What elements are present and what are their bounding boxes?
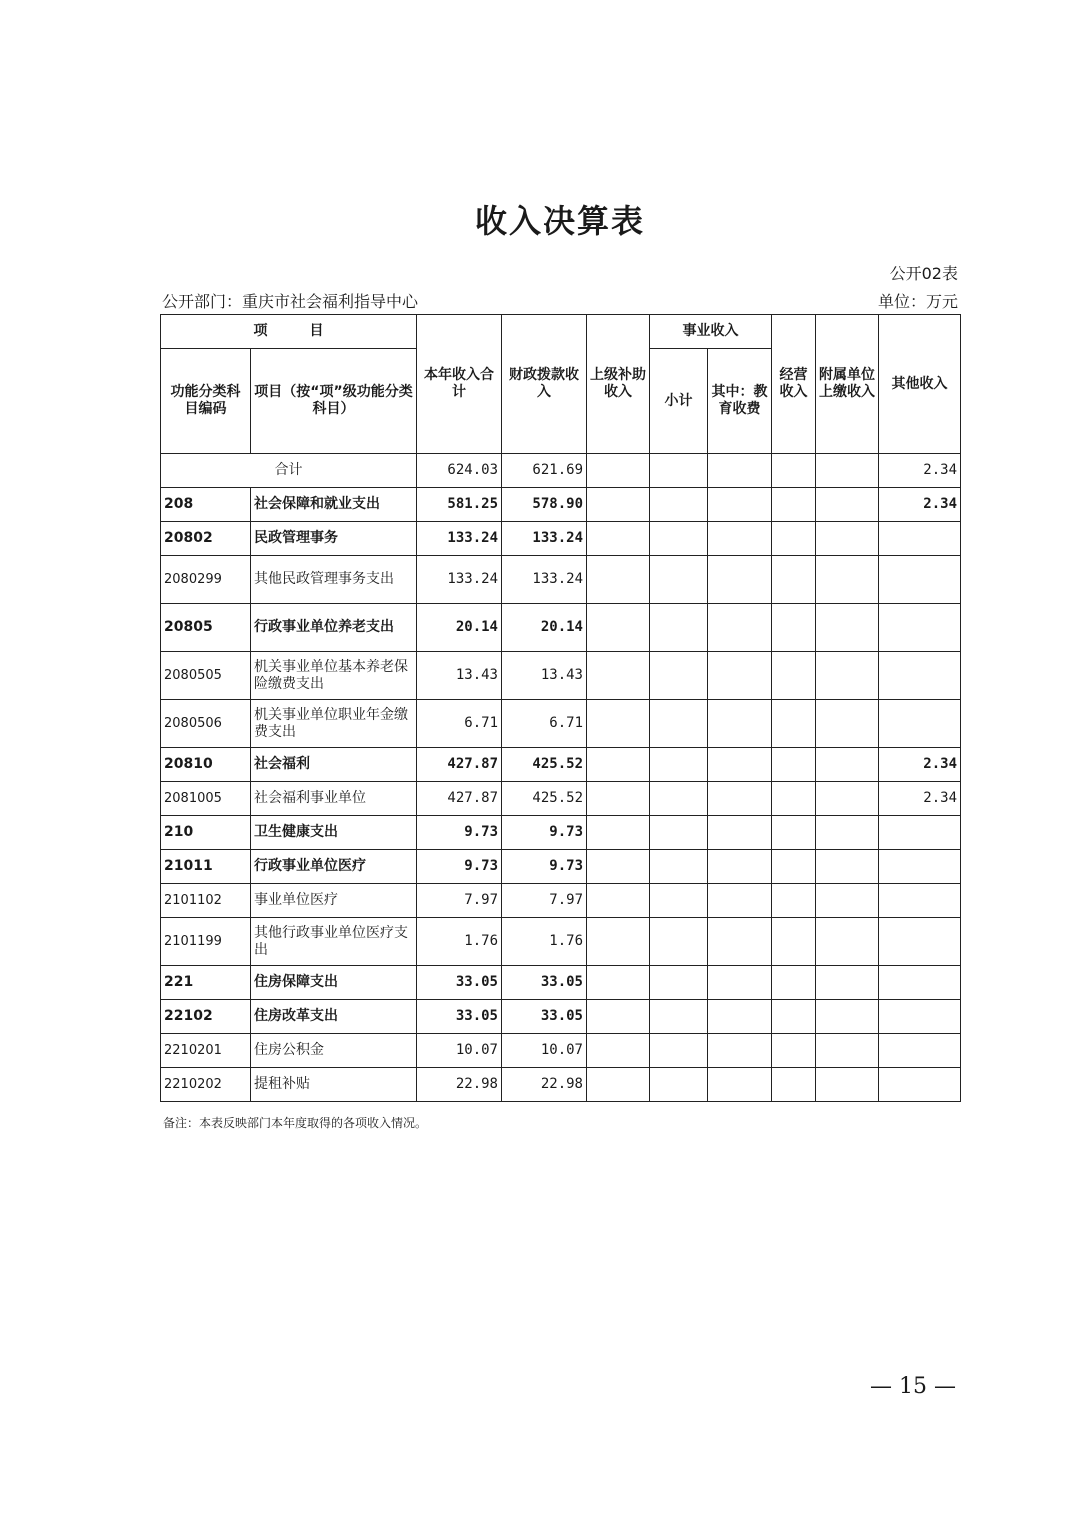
table-row [161,700,961,748]
row-name: 提租补贴 [251,1068,417,1102]
row-fiscal: 133.24 [502,556,587,604]
row-operating [772,700,816,748]
row-subtotal [650,1034,708,1068]
row-total: 9.73 [417,816,502,850]
row-affiliated [816,918,879,966]
row-operating [772,850,816,884]
row-other [879,1034,961,1068]
table-row [161,488,961,522]
row-superior [587,748,650,782]
row-fiscal: 9.73 [502,816,587,850]
row-superior [587,918,650,966]
header-business-group: 事业收入 [650,315,772,349]
table-row [161,652,961,700]
row-superior [587,966,650,1000]
table-row [161,850,961,884]
header-other: 其他收入 [879,315,961,454]
row-name: 社会福利事业单位 [251,782,417,816]
row-operating [772,652,816,700]
row-subtotal [650,556,708,604]
row-edu [708,1068,772,1102]
row-name: 社会福利 [251,748,417,782]
row-affiliated [816,816,879,850]
row-affiliated [816,782,879,816]
row-code: 2081005 [161,782,251,816]
table-row [161,604,961,652]
total-row [161,454,961,488]
row-operating [772,884,816,918]
row-total: 9.73 [417,850,502,884]
table-row [161,966,961,1000]
row-fiscal: 33.05 [502,966,587,1000]
row-subtotal [650,918,708,966]
row-code: 2210202 [161,1068,251,1102]
total-other: 2.34 [879,454,961,488]
row-code: 2101102 [161,884,251,918]
header-total: 本年收入合计 [417,315,502,454]
row-operating [772,1034,816,1068]
income-table [160,314,961,1102]
row-total: 581.25 [417,488,502,522]
row-fiscal: 133.24 [502,522,587,556]
header-operating: 经营收入 [772,315,816,454]
row-other [879,884,961,918]
row-total: 427.87 [417,748,502,782]
row-edu [708,1034,772,1068]
row-affiliated [816,1000,879,1034]
row-fiscal: 6.71 [502,700,587,748]
row-superior [587,816,650,850]
row-edu [708,556,772,604]
row-operating [772,966,816,1000]
row-name: 其他民政管理事务支出 [251,556,417,604]
total-subtotal [650,454,708,488]
row-code: 21011 [161,850,251,884]
row-superior [587,782,650,816]
row-edu [708,488,772,522]
row-operating [772,748,816,782]
table-row [161,748,961,782]
row-name: 民政管理事务 [251,522,417,556]
total-affiliated [816,454,879,488]
row-name: 住房保障支出 [251,966,417,1000]
row-affiliated [816,850,879,884]
row-other [879,556,961,604]
row-edu [708,700,772,748]
page-number: — 15 — [870,1374,956,1399]
total-fiscal: 621.69 [502,454,587,488]
row-name: 机关事业单位基本养老保险缴费支出 [251,652,417,700]
row-name: 行政事业单位医疗 [251,850,417,884]
row-name: 住房公积金 [251,1034,417,1068]
row-operating [772,1000,816,1034]
row-other: 2.34 [879,488,961,522]
row-superior [587,1000,650,1034]
row-affiliated [816,966,879,1000]
header-name: 项目（按“项”级功能分类科目） [251,349,417,454]
row-superior [587,604,650,652]
header-superior: 上级补助收入 [587,315,650,454]
row-total: 133.24 [417,556,502,604]
table-row [161,884,961,918]
row-edu [708,748,772,782]
row-fiscal: 10.07 [502,1034,587,1068]
header-edu: 其中：教育收费 [708,349,772,454]
row-subtotal [650,604,708,652]
row-edu [708,1000,772,1034]
header-item-group: 项 目 [161,315,417,349]
header-affiliated: 附属单位上缴收入 [816,315,879,454]
row-total: 13.43 [417,652,502,700]
row-subtotal [650,1000,708,1034]
row-fiscal: 20.14 [502,604,587,652]
row-affiliated [816,1034,879,1068]
row-superior [587,884,650,918]
row-affiliated [816,1068,879,1102]
row-edu [708,884,772,918]
row-name: 住房改革支出 [251,1000,417,1034]
row-subtotal [650,522,708,556]
row-code: 2080299 [161,556,251,604]
row-name: 其他行政事业单位医疗支出 [251,918,417,966]
row-code: 22102 [161,1000,251,1034]
row-affiliated [816,488,879,522]
row-total: 33.05 [417,1000,502,1034]
row-superior [587,850,650,884]
row-total: 10.07 [417,1034,502,1068]
row-total: 6.71 [417,700,502,748]
row-name: 行政事业单位养老支出 [251,604,417,652]
row-code: 20805 [161,604,251,652]
total-operating [772,454,816,488]
row-edu [708,918,772,966]
row-edu [708,782,772,816]
row-fiscal: 7.97 [502,884,587,918]
total-total: 624.03 [417,454,502,488]
row-other [879,604,961,652]
row-total: 133.24 [417,522,502,556]
row-operating [772,1068,816,1102]
table-row [161,816,961,850]
row-code: 2101199 [161,918,251,966]
page-title: 收入决算表 [474,202,645,240]
table-row [161,522,961,556]
total-label: 合计 [161,454,417,488]
row-code: 2080506 [161,700,251,748]
row-total: 7.97 [417,884,502,918]
row-total: 22.98 [417,1068,502,1102]
row-operating [772,488,816,522]
row-other [879,1068,961,1102]
row-other [879,652,961,700]
row-name: 卫生健康支出 [251,816,417,850]
row-code: 20810 [161,748,251,782]
row-fiscal: 1.76 [502,918,587,966]
row-fiscal: 9.73 [502,850,587,884]
row-other [879,522,961,556]
row-superior [587,556,650,604]
table-row [161,1034,961,1068]
row-subtotal [650,488,708,522]
footnote: 备注：本表反映部门本年度取得的各项收入情况。 [163,1116,428,1130]
form-number: 公开02表 [889,264,958,283]
row-operating [772,556,816,604]
row-total: 427.87 [417,782,502,816]
header-fiscal: 财政拨款收入 [502,315,587,454]
row-superior [587,522,650,556]
row-name: 机关事业单位职业年金缴费支出 [251,700,417,748]
row-subtotal [650,850,708,884]
row-name: 事业单位医疗 [251,884,417,918]
row-fiscal: 13.43 [502,652,587,700]
table-row [161,782,961,816]
row-fiscal: 425.52 [502,748,587,782]
table-row [161,918,961,966]
row-operating [772,782,816,816]
row-superior [587,652,650,700]
row-affiliated [816,748,879,782]
row-subtotal [650,652,708,700]
row-affiliated [816,604,879,652]
row-edu [708,816,772,850]
total-edu [708,454,772,488]
row-name: 社会保障和就业支出 [251,488,417,522]
row-code: 210 [161,816,251,850]
row-other [879,1000,961,1034]
table-row [161,1000,961,1034]
row-subtotal [650,966,708,1000]
row-code: 221 [161,966,251,1000]
row-operating [772,604,816,652]
row-total: 1.76 [417,918,502,966]
row-affiliated [816,522,879,556]
table-row [161,556,961,604]
row-edu [708,850,772,884]
row-code: 2210201 [161,1034,251,1068]
row-subtotal [650,782,708,816]
row-edu [708,604,772,652]
row-superior [587,1068,650,1102]
row-subtotal [650,1068,708,1102]
row-operating [772,918,816,966]
row-other [879,816,961,850]
row-subtotal [650,884,708,918]
row-other: 2.34 [879,748,961,782]
row-edu [708,652,772,700]
header-code: 功能分类科目编码 [161,349,251,454]
unit-label: 单位：万元 [877,292,958,311]
row-superior [587,488,650,522]
row-other: 2.34 [879,782,961,816]
header-subtotal: 小计 [650,349,708,454]
row-other [879,700,961,748]
row-operating [772,522,816,556]
table-row [161,1068,961,1102]
department-label: 公开部门：重庆市社会福利指导中心 [162,292,419,311]
row-affiliated [816,556,879,604]
row-other [879,966,961,1000]
row-edu [708,522,772,556]
row-subtotal [650,748,708,782]
row-operating [772,816,816,850]
row-code: 208 [161,488,251,522]
row-superior [587,700,650,748]
row-other [879,918,961,966]
row-edu [708,966,772,1000]
row-superior [587,1034,650,1068]
row-total: 33.05 [417,966,502,1000]
row-affiliated [816,652,879,700]
row-affiliated [816,700,879,748]
row-fiscal: 425.52 [502,782,587,816]
total-superior [587,454,650,488]
row-fiscal: 33.05 [502,1000,587,1034]
row-subtotal [650,816,708,850]
row-code: 2080505 [161,652,251,700]
row-code: 20802 [161,522,251,556]
row-subtotal [650,700,708,748]
row-total: 20.14 [417,604,502,652]
row-other [879,850,961,884]
row-fiscal: 578.90 [502,488,587,522]
row-fiscal: 22.98 [502,1068,587,1102]
row-affiliated [816,884,879,918]
